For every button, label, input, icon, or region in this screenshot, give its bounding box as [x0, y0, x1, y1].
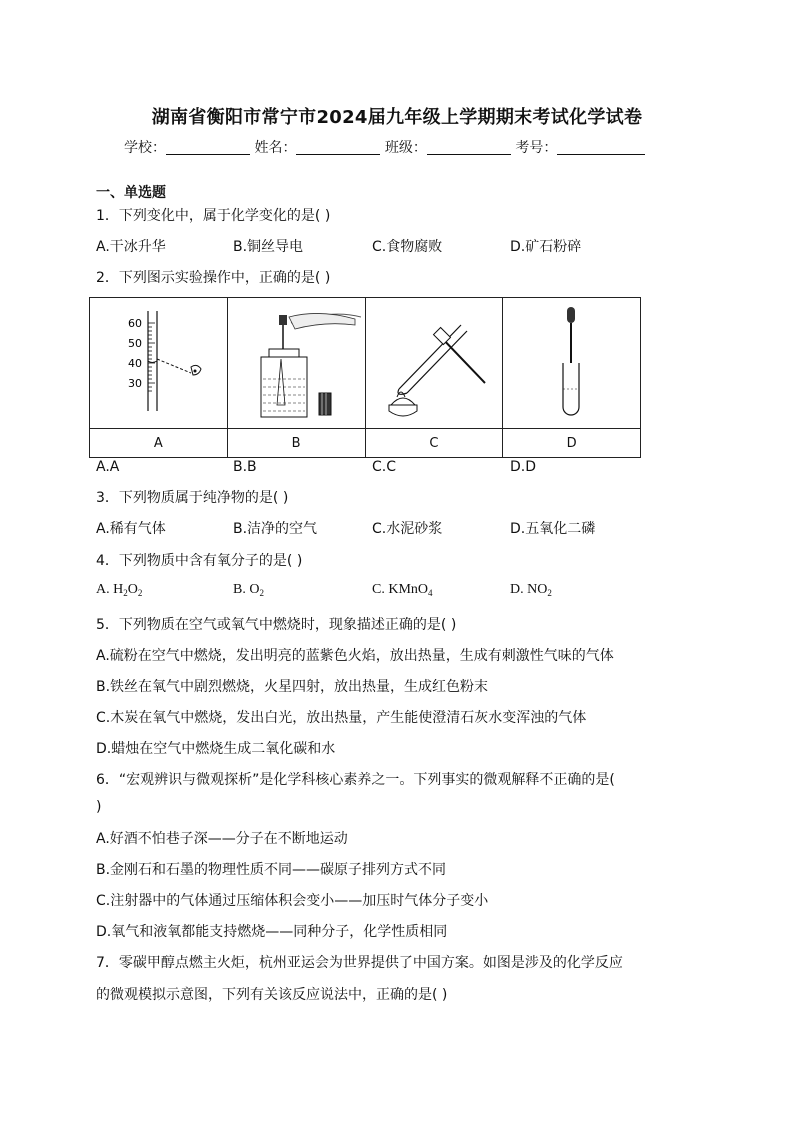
q3-stem: 3．下列物质属于纯净物的是( )	[96, 490, 289, 506]
figure-d-cell	[503, 298, 641, 429]
tick-label-50: 50	[128, 337, 143, 350]
q6-stem-line2: )	[96, 799, 102, 815]
student-info-line	[124, 137, 645, 157]
q2-option-d: D.D	[510, 459, 537, 475]
section-heading: 一、单选题	[96, 185, 166, 201]
dropper-test-tube-figure	[507, 301, 637, 421]
q7-stem-line1: 7．零碳甲醇点燃主火炬，杭州亚运会为世界提供了中国方案。如图是涉及的化学反应	[96, 955, 623, 971]
q2-figure-table	[89, 297, 641, 458]
q6-stem-line1: 6．“宏观辨识与微观探析”是化学科核心素养之一。下列事实的微观解释不正确的是(	[96, 772, 615, 788]
name-blank	[296, 140, 380, 155]
tick-label-40: 40	[128, 357, 143, 370]
figure-label-d: D	[503, 429, 641, 458]
q5-option-b: B.铁丝在氧气中剧烈燃烧，火星四射，放出热量，生成红色粉末	[96, 679, 489, 695]
figure-a-cell	[90, 298, 228, 429]
class-label: 班级：	[384, 140, 427, 156]
test-tube-heating-figure	[369, 301, 499, 421]
q6-option-b: B.金刚石和石墨的物理性质不同——碳原子排列方式不同	[96, 862, 447, 878]
graduated-cylinder-reading-figure	[93, 301, 223, 421]
q3-option-b: B.洁净的空气	[233, 521, 318, 537]
figure-c-cell	[365, 298, 503, 429]
q2-option-a: A.A	[96, 459, 120, 475]
q4-option-d: D. $NO_2$	[510, 582, 552, 598]
exam-no-label: 考号：	[515, 140, 558, 156]
tick-label-30: 30	[128, 377, 143, 390]
reagent-bottle-figure	[231, 301, 361, 421]
q5-option-a: A.硫粉在空气中燃烧，发出明亮的蓝紫色火焰，放出热量，生成有刺激性气味的气体	[96, 648, 614, 664]
school-blank	[166, 140, 250, 155]
dropper-bulb-icon	[567, 307, 575, 323]
q3-option-c: C.水泥砂浆	[372, 521, 443, 537]
q1-stem: 1．下列变化中，属于化学变化的是( )	[96, 208, 331, 224]
figure-label-a: A	[90, 429, 228, 458]
q2-option-c: C.C	[372, 459, 397, 475]
exam-title: 湖南省衡阳市常宁市2024届九年级上学期期末考试化学试卷	[151, 107, 643, 128]
hand-icon	[289, 313, 355, 329]
q1-option-d: D.矿石粉碎	[510, 239, 582, 255]
q1-option-a: A.干冰升华	[96, 239, 166, 255]
q7-stem-line2: 的微观模拟示意图，下列有关该反应说法中，正确的是( )	[96, 987, 448, 1003]
name-label: 姓名：	[254, 140, 297, 156]
tick-label-60: 60	[128, 317, 143, 330]
q3-option-a: A.稀有气体	[96, 521, 166, 537]
q5-stem: 5．下列物质在空气或氧气中燃烧时，现象描述正确的是( )	[96, 617, 457, 633]
q1-option-b: B.铜丝导电	[233, 239, 304, 255]
q4-option-b: B. $O_2$	[233, 582, 264, 598]
q6-option-a: A.好酒不怕巷子深——分子在不断地运动	[96, 831, 348, 847]
figure-label-b: B	[227, 429, 365, 458]
q6-option-d: D.氧气和液氧都能支持燃烧——同种分子，化学性质相同	[96, 924, 448, 940]
alcohol-lamp-icon	[389, 405, 417, 416]
q5-option-d: D.蜡烛在空气中燃烧生成二氧化碳和水	[96, 741, 336, 757]
class-blank	[427, 140, 511, 155]
q3-option-d: D.五氧化二磷	[510, 521, 596, 537]
q2-stem: 2．下列图示实验操作中，正确的是( )	[96, 270, 331, 286]
exam-no-blank	[557, 140, 645, 155]
figure-b-cell	[227, 298, 365, 429]
q6-option-c: C.注射器中的气体通过压缩体积会变小——加压时气体分子变小	[96, 893, 489, 909]
q4-option-c: C. KMnO$_4$	[372, 582, 433, 598]
q1-option-c: C.食物腐败	[372, 239, 443, 255]
q5-option-c: C.木炭在氧气中燃烧，发出白光，放出热量，产生能使澄清石灰水变浑浊的气体	[96, 710, 587, 726]
school-label: 学校：	[124, 140, 166, 156]
q4-stem: 4．下列物质中含有氧分子的是( )	[96, 553, 303, 569]
figure-label-c: C	[365, 429, 503, 458]
q2-option-b: B.B	[233, 459, 257, 475]
q4-option-a: A. $H_2O_2$	[96, 582, 143, 598]
